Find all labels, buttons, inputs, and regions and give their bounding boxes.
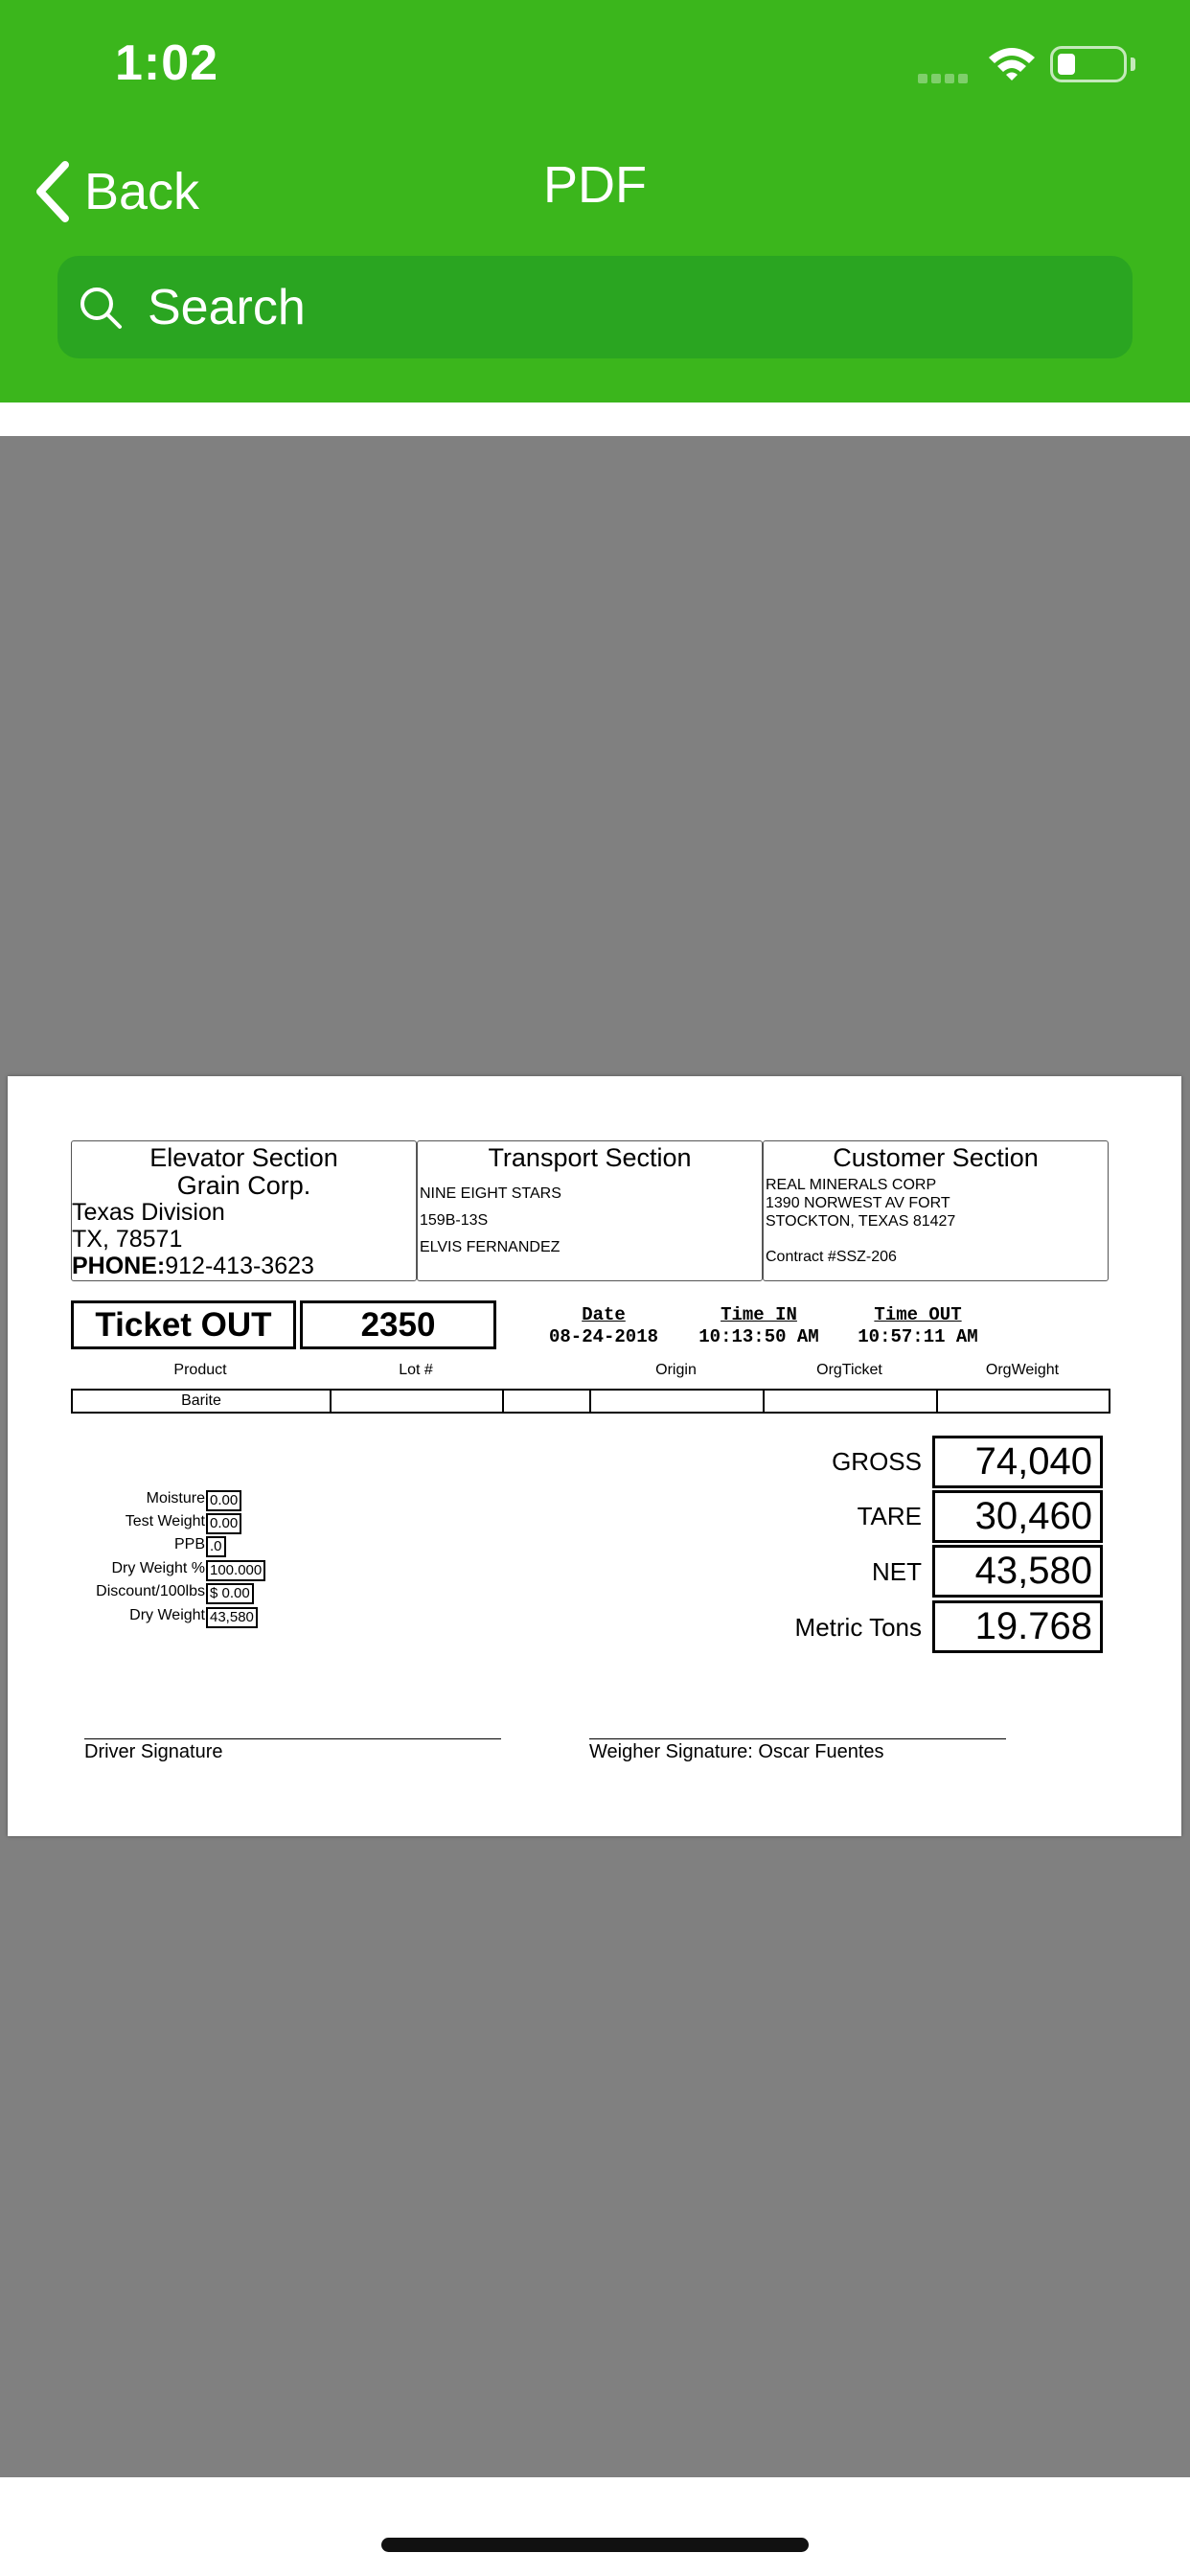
transport-line3: ELVIS FERNANDEZ: [420, 1239, 561, 1255]
ppb-label: PPB: [173, 1536, 205, 1552]
customer-line3: STOCKTON, TEXAS 81427: [766, 1213, 956, 1230]
gross-value: 74,040: [932, 1436, 1103, 1488]
metric-tons-label: Metric Tons: [794, 1613, 922, 1642]
elevator-section-title: Elevator Section: [149, 1143, 338, 1172]
elevator-line3: TX, 78571: [72, 1226, 183, 1253]
time-out-value: 10:57:11 AM: [858, 1326, 978, 1347]
gross-label: GROSS: [832, 1447, 922, 1476]
page-title: PDF: [543, 156, 647, 214]
transport-line2: 159B-13S: [420, 1212, 489, 1229]
ticket-label: Ticket OUT: [71, 1300, 296, 1349]
time-in-value: 10:13:50 AM: [698, 1326, 819, 1347]
moisture-label: Moisture: [146, 1490, 205, 1506]
transport-section: [417, 1140, 763, 1281]
tare-label: TARE: [857, 1502, 922, 1530]
customer-line1: REAL MINERALS CORP: [766, 1177, 937, 1193]
weigher-signature-label: Weigher Signature: Oscar Fuentes: [589, 1741, 884, 1762]
org-ticket-cell: [763, 1389, 938, 1414]
dry-weight-value: 43,580: [206, 1607, 258, 1628]
battery-cap: [1131, 58, 1135, 71]
col-lot: Lot #: [399, 1362, 433, 1378]
blank-cell: [502, 1389, 591, 1414]
transport-section-title: Transport Section: [488, 1143, 692, 1172]
customer-section-title: Customer Section: [833, 1143, 1039, 1172]
date-label: Date: [582, 1304, 626, 1325]
metric-tons-value: 19.768: [932, 1600, 1103, 1653]
ticket-number: 2350: [300, 1300, 496, 1349]
test-weight-label: Test Weight: [125, 1513, 205, 1530]
search-bar[interactable]: [57, 256, 1133, 358]
col-product: Product: [173, 1362, 227, 1378]
transport-line1: NINE EIGHT STARS: [420, 1185, 561, 1202]
elevator-line1: Grain Corp.: [176, 1171, 311, 1200]
weigher-signature-line: [589, 1738, 1006, 1739]
col-org-ticket: OrgTicket: [816, 1362, 882, 1378]
moisture-value: 0.00: [206, 1490, 241, 1511]
search-input[interactable]: [146, 278, 1133, 337]
time-in-label: Time IN: [721, 1304, 797, 1325]
col-org-weight: OrgWeight: [985, 1362, 1060, 1378]
dry-weight-pct-label: Dry Weight %: [111, 1560, 205, 1576]
search-icon: [79, 286, 123, 330]
lot-cell: [330, 1389, 504, 1414]
customer-line2: 1390 NORWEST AV FORT: [766, 1195, 950, 1211]
elevator-phone: PHONE:912-413-3623: [72, 1253, 314, 1279]
tare-value: 30,460: [932, 1490, 1103, 1543]
discount-value: $ 0.00: [206, 1583, 254, 1604]
elevator-line2: Texas Division: [72, 1199, 225, 1226]
dry-weight-label: Dry Weight: [129, 1607, 205, 1623]
ppb-value: .0: [206, 1536, 226, 1557]
net-label: NET: [872, 1557, 922, 1586]
time-out-label: Time OUT: [874, 1304, 962, 1325]
driver-signature-line: [84, 1738, 501, 1739]
discount-label: Discount/100lbs: [96, 1583, 205, 1599]
date-value: 08-24-2018: [548, 1326, 659, 1347]
back-label: Back: [84, 163, 200, 220]
status-time: 1:02: [115, 35, 219, 91]
net-value: 43,580: [932, 1545, 1103, 1598]
dry-weight-pct-value: 100.000: [206, 1560, 265, 1581]
org-weight-cell: [936, 1389, 1110, 1414]
driver-signature-label: Driver Signature: [84, 1741, 223, 1762]
customer-section: [763, 1140, 1109, 1281]
origin-cell: [589, 1389, 765, 1414]
pdf-page: [8, 1076, 1181, 1836]
battery-icon: [1050, 46, 1127, 82]
product-cell: Barite: [71, 1389, 332, 1414]
home-indicator[interactable]: [381, 2538, 809, 2552]
test-weight-value: 0.00: [206, 1513, 241, 1534]
cellular-signal-icon: [918, 71, 975, 84]
wifi-icon: [987, 44, 1037, 82]
customer-contract: Contract #SSZ-206: [766, 1249, 897, 1265]
elevator-section: [71, 1140, 417, 1281]
col-origin: Origin: [655, 1362, 697, 1378]
